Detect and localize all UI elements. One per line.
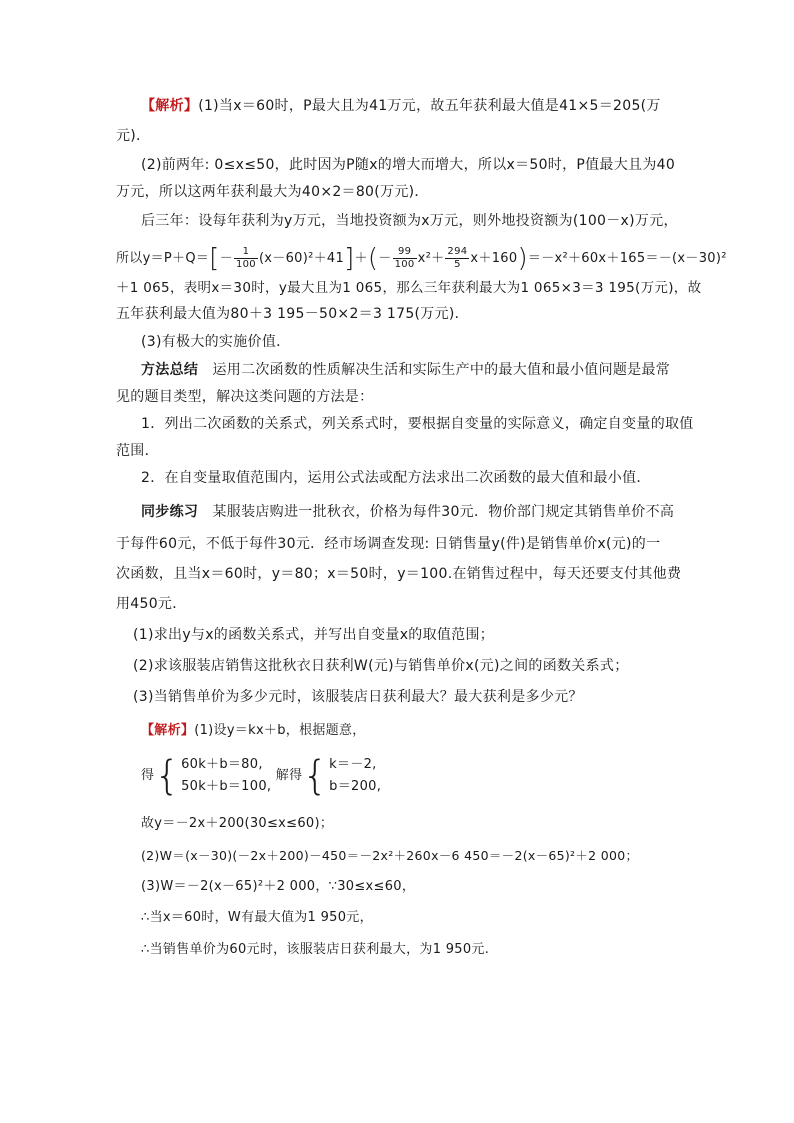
summary-item-1-line-2: 范围． bbox=[116, 443, 159, 459]
equation-system-1: { 60k＋b＝80, 50k＋b＝100, bbox=[154, 752, 272, 799]
practice-question-2: (2)求该服装店销售这批秋衣日获利W(元)与销售单价x(元)之间的函数关系式； bbox=[133, 658, 629, 674]
solution-line-6: ∴当销售单价为60元时，该服装店日获利最大，为1 950元. bbox=[141, 942, 490, 957]
solution-line-4: (3)W＝－2(x－65)²＋2 000，∵30≤x≤60， bbox=[141, 879, 416, 894]
equation-system-2: { k＝－2, b＝200, bbox=[302, 752, 382, 799]
summary-item-2: 2．在自变量取值范围内，运用公式法或配方法求出二次函数的最大值和最小值． bbox=[141, 470, 651, 486]
practice-question-1: (1)求出y与x的函数关系式，并写出自变量x的取值范围； bbox=[133, 627, 495, 643]
practice-line-4: 用450元． bbox=[116, 596, 187, 612]
analysis-1-line-2: 元)． bbox=[116, 128, 151, 144]
fraction-3: $\frac{294}{5}$ bbox=[447, 246, 468, 270]
solution-system: 得 { 60k＋b＝80, 50k＋b＝100, 解得 { k＝－2, b＝200, bbox=[141, 752, 382, 799]
fraction-2: $\frac{99}{100}$ bbox=[394, 246, 415, 270]
analysis-1-line-1: 【解析】(1)当x＝60时，P最大且为41万元，故五年获利最大值是41×5＝205(万 bbox=[141, 98, 661, 114]
practice-line-3: 次函数，且当x＝60时，y＝80；x＝50时，y＝100.在销售过程中，每天还要支付其他费 bbox=[116, 566, 682, 582]
solution-line-1: 【解析】(1)设y＝kx＋b，根据题意， bbox=[141, 723, 366, 738]
practice-line-1: 同步练习 某服装店购进一批秋衣，价格为每件30元．物价部门规定其销售单价不高 bbox=[141, 504, 675, 520]
solution-line-5: ∴当x＝60时，W有最大值为1 950元， bbox=[141, 910, 373, 925]
analysis-3-line-3: ＋1 065，表明x＝30时，y最大且为1 065，那么三年获利最大为1 065×3＝3 195(万元)，故 bbox=[116, 280, 702, 296]
summary-title: 方法总结 bbox=[141, 362, 199, 378]
summary-line-1: 方法总结 运用二次函数的性质解决生活和实际生产中的最大值和最小值问题是最常 bbox=[141, 362, 671, 378]
solution-line-3: (2)W＝(x－30)(－2x＋200)－450＝－2x²＋260x－6 450＝－2(x－65)²＋2 000； bbox=[141, 848, 639, 863]
solution-tag: 【解析】 bbox=[141, 723, 195, 738]
summary-item-1-line-1: 1．列出二次函数的关系式，列关系式时，要根据自变量的实际意义，确定自变量的取值 bbox=[141, 416, 694, 432]
analysis-2-line-2: 万元，所以这两年获利最大为40×2＝80(万元)． bbox=[116, 184, 429, 200]
analysis-3-line-1: 后三年：设每年获利为y万元，当地投资额为x万元，则外地投资额为(100－x)万元， bbox=[141, 213, 678, 229]
analysis-3-line-4: 五年获利最大值为80＋3 195－50×2＝3 175(万元)． bbox=[116, 306, 469, 322]
practice-question-3: (3)当销售单价为多少元时，该服装店日获利最大？最大获利是多少元？ bbox=[133, 689, 583, 705]
practice-title: 同步练习 bbox=[141, 504, 199, 520]
summary-line-2: 见的题目类型，解决这类问题的方法是： bbox=[116, 389, 374, 405]
analysis-tag: 【解析】 bbox=[141, 98, 199, 114]
practice-line-2: 于每件60元，不低于每件30元．经市场调查发现: 日销售量y(件)是销售单价x(元)的一 bbox=[116, 536, 661, 552]
analysis-3-line-5: (3)有极大的实施价值． bbox=[141, 334, 291, 350]
analysis-2-line-1: (2)前两年: 0≤x≤50，此时因为P随x的增大而增大，所以x＝50时，P值最大且为40 bbox=[141, 157, 676, 173]
analysis-3-equation: 所以y＝P＋Q＝[－ $\frac{1}{100}$ (x－60)²＋41]＋(－ $\frac{99}{100}$ x²＋ $\frac{294}{5}$ x＋160)＝－x²＋60x＋165＝－(x－30)² bbox=[116, 243, 727, 274]
solution-line-2: 故y＝－2x＋200(30≤x≤60)； bbox=[141, 816, 334, 831]
fraction-1: $\frac{1}{100}$ bbox=[235, 246, 256, 270]
